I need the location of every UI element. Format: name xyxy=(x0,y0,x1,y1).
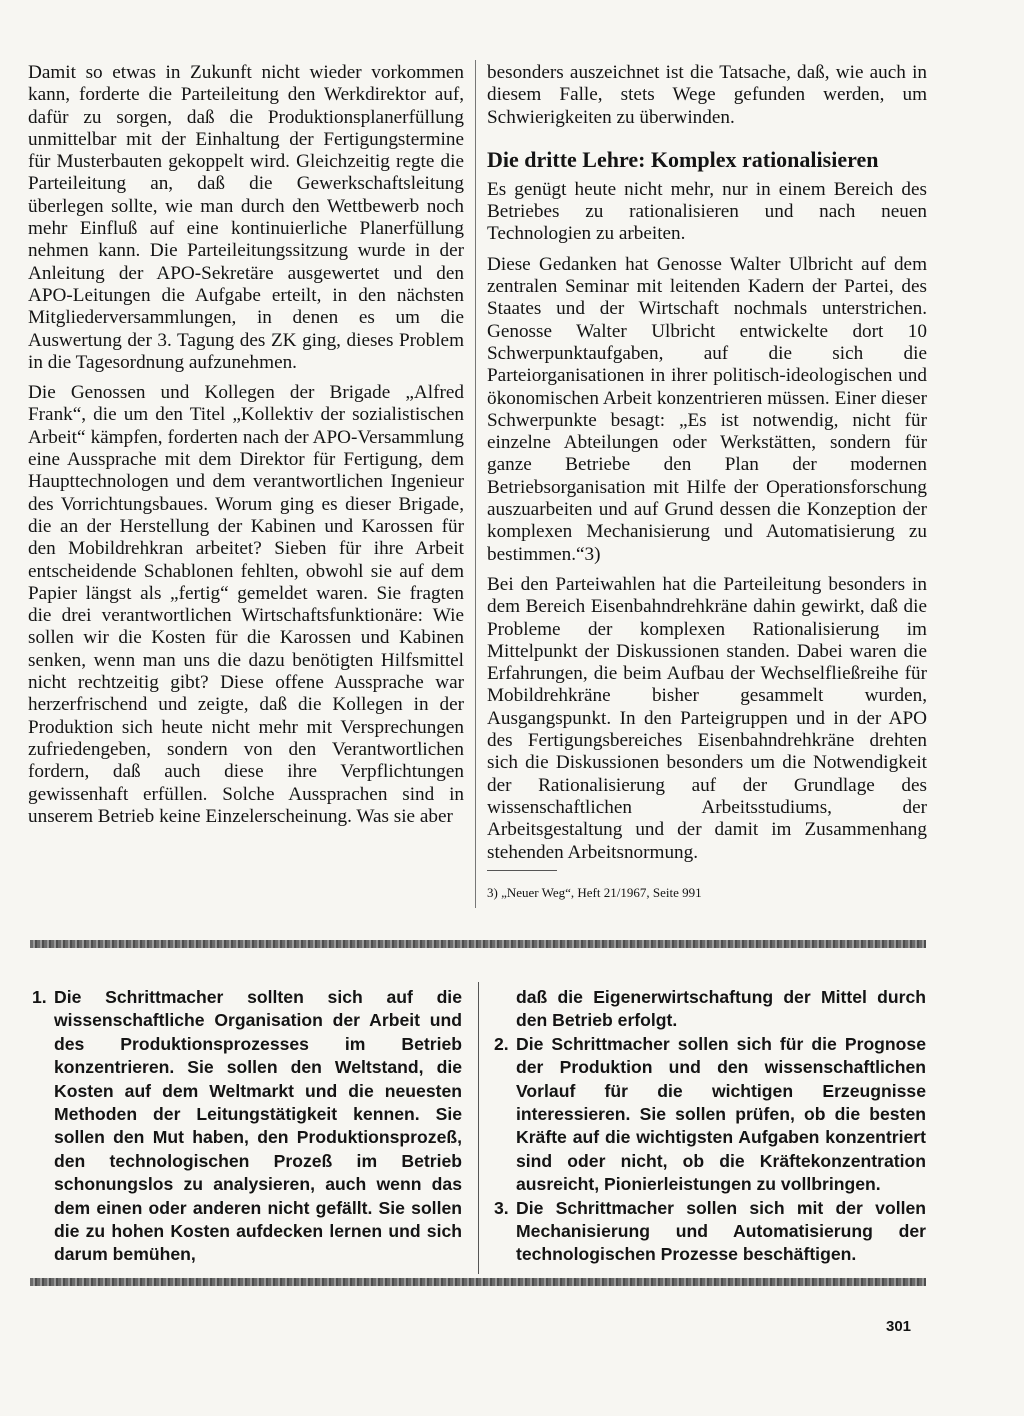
paragraph: Bei den Parteiwahlen hat die Parteileitung besonders in dem Bereich Eisenbahndrehkräne dahin gewirkt, daß die Probleme der komplexen Rationalisierung im Mittelpunkt der Diskussionen standen. Dabei waren die Erfahrungen, die beim Aufbau der Wechselfließreihe für Mobildrehkräne bisher gesammelt wurden, Ausgangspunkt. In den Parteigruppen und in der APO des Fertigungsbereiches Eisenbahndrehkräne drehten sich die Diskussionen besonders um die Notwendigkeit der Rationalisierung auf der Grundlage des wissenschaftlichen Arbeitsstudiums, der Arbeitsgestaltung und der damit im Zusammenhang stehenden Arbeitsnormung. xyxy=(487,573,927,863)
left-column xyxy=(28,62,464,828)
list-item xyxy=(494,1033,926,1197)
list-number: 2. xyxy=(494,1033,509,1054)
list-text: Die Schrittmacher sollen sich für die Prognose der Produktion und den wissenschaftlichen Vorlauf für die wichtigen Erzeugnisse interessieren. Sie sollen prüfen, ob die besten Kräfte auf die wichtigsten Aufgaben konzentriert sind oder nicht, ob die Kräftekonzentration ausreicht, Pionierleistungen zu vollbringen. xyxy=(516,1033,926,1195)
paragraph: Diese Gedanken hat Genosse Walter Ulbricht auf dem zentralen Seminar mit leitenden Kadern der Partei, des Staates und der Wirtschaft nochmals unterstrichen. Genosse Walter Ulbricht entwickelte dort 10 Schwerpunktaufgaben, auf die sich die Parteiorganisationen in ihrer politisch-ideologischen und ökonomischen Arbeit konzentrieren müssen. Einer dieser Schwerpunkte besagt: „Es ist notwendig, nicht für einzelne Abteilungen oder Werkstätten, sondern für ganze Betriebe den Plan der modernen Betriebsorganisation mit Hilfe der Operationsforschung auszuarbeiten und auf Grund dessen die Konzeption der komplexen Mechanisierung und Automatisierung zu bestimmen.“3) xyxy=(487,253,927,565)
list-number: 3. xyxy=(494,1197,509,1218)
footnote: 3) „Neuer Weg“, Heft 21/1967, Seite 991 xyxy=(487,884,702,900)
box-right-column xyxy=(494,986,926,1267)
paragraph: Damit so etwas in Zukunft nicht wieder vorkommen kann, forderte die Parteileitung den Werkdirektor auf, dafür zu sorgen, daß die Produktionsplanerfüllung unmittelbar mit der Einhaltung der Fertigungstermine für Musterbauten gekoppelt wird. Gleichzeitig regte die Parteileitung an, daß die Gewerkschaftsleitung überlegen sollte, wie man durch den Wettbewerb noch mehr Einfluß auf eine kontinuierliche Planerfüllung nehmen kann. Die Parteileitungssitzung wurde in der Anleitung der APO-Sekretäre ausgewertet und den APO-Leitungen die Aufgabe erteilt, in den nächsten Mitgliederversammlungen, in denen es um die Auswertung der 3. Tagung des ZK ging, dieses Problem in die Tagesordnung aufzunehmen. xyxy=(28,62,464,373)
box-border-top xyxy=(30,940,926,948)
section-heading: Die dritte Lehre: Komplex rationalisieren xyxy=(487,146,879,172)
list-item-continuation: daß die Eigenerwirtschaftung der Mittel durch den Betrieb erfolgt. xyxy=(516,987,926,1031)
box-border-bottom xyxy=(30,1278,926,1286)
paragraph: Die Genossen und Kollegen der Brigade „Alfred Frank“, die um den Titel „Kollektiv der sozialistischen Arbeit“ kämpfen, forderten nach der APO-Versammlung eine Aussprache mit dem Direktor für Fertigung, dem Haupttechnologen und dem verantwortlichen Ingenieur des Vorrichtungsbaues. Worum ging es dieser Brigade, die an der Herstellung der Kabinen und Karossen für den Mobildrehkran arbeitet? Sieben für ihre Arbeit entscheidende Schablonen fehlten, obwohl sie auf dem Papier längst als „fertig“ gemeldet waren. Sie fragten die drei verantwortlichen Wirtschaftsfunktionäre: Wie sollen wir die Kosten für die Karossen und Kabinen senken, wenn man uns die dazu benötigten Hilfsmittel nicht rechtzeitig gibt? Diese offene Aussprache war herzerfrischend und zeigte, daß die Kollegen in der Produktion sich heute nicht mehr mit Versprechungen zufriedengeben, sondern von den Verantwortlichen fordern, daß auch diese ihre Verpflichtungen gewissenhaft erfüllen. Solche Aussprachen sind in unserem Betrieb keine Einzelerscheinung. Was sie aber xyxy=(28,382,464,827)
list-number: 1. xyxy=(32,987,47,1007)
paragraph: Es genügt heute nicht mehr, nur in einem Bereich des Betriebes zu rationalisieren und nach neuen Technologien zu arbeiten. xyxy=(487,178,927,245)
page-number: 301 xyxy=(886,1318,912,1335)
list-text: Die Schrittmacher sollen sich mit der vollen Mechanisierung und Automatisierung der technologischen Prozesse beschäftigen. xyxy=(516,1197,926,1265)
right-column xyxy=(487,62,927,901)
box-left-column xyxy=(32,986,462,1267)
column-divider xyxy=(475,60,476,908)
footnote-divider xyxy=(487,870,557,871)
box-column-divider xyxy=(478,982,479,1274)
list-text: Die Schrittmacher sollten sich auf die wissenschaftliche Organisation der Arbeit und des Produktionsprozesses im Betrieb konzentrieren. Sie sollen den Weltstand, die Kosten auf dem Weltmarkt und die neuesten Methoden der Leitungstätigkeit kennen. Sie sollen den Mut haben, den Produktionsprozeß, den technologischen Prozeß im Betrieb schonungslos zu analysieren, auch wenn das dem einen oder anderen nicht gefällt. Sie sollen die zu hohen Kosten aufdecken lernen und sich darum bemühen, xyxy=(54,987,462,1265)
list-item xyxy=(494,1197,926,1267)
paragraph: besonders auszeichnet ist die Tatsache, daß, wie auch in diesem Falle, stets Wege gefunden werden, um Schwierigkeiten zu überwinden. xyxy=(487,62,927,128)
list-item xyxy=(32,986,462,1267)
